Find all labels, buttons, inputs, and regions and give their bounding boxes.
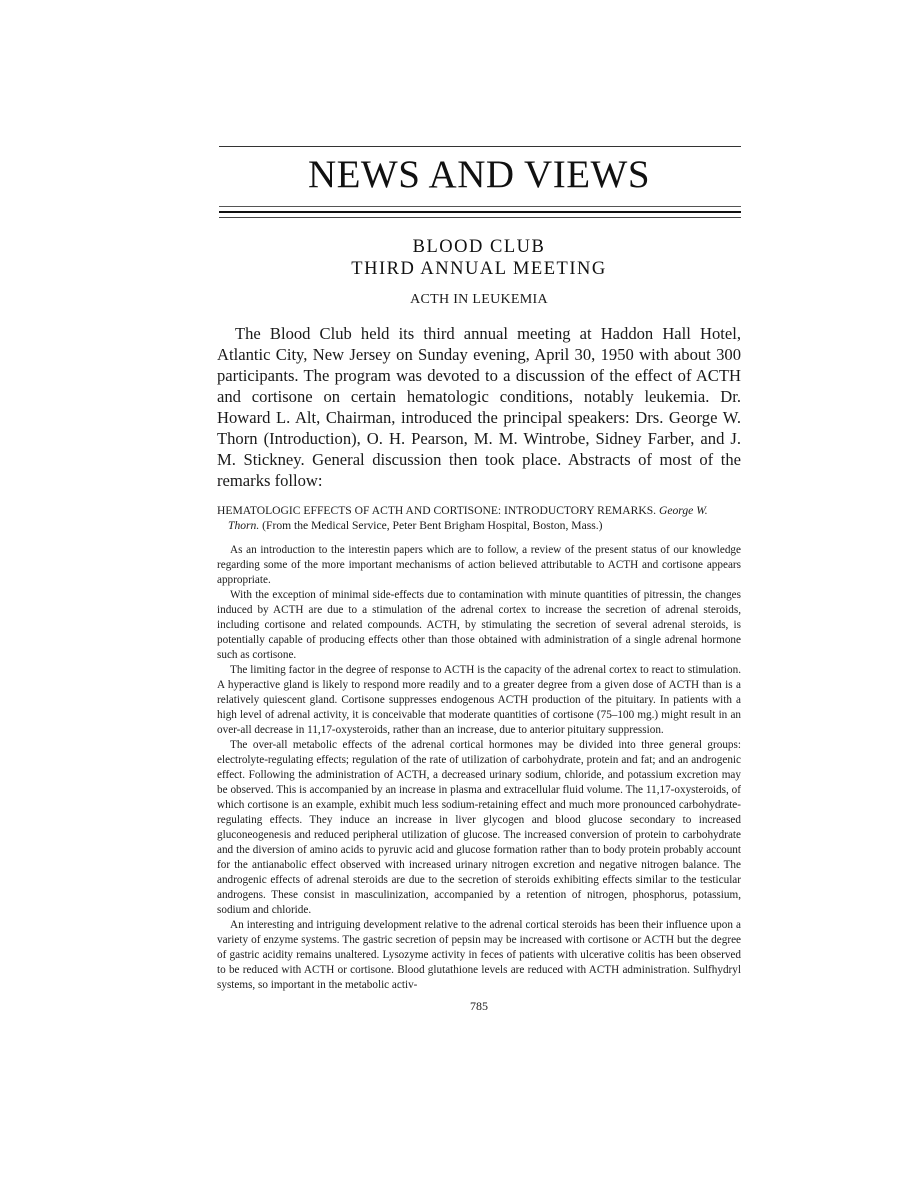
- body-paragraph: An interesting and intriguing development relative to the adrenal cortical steroids has been their influence upon a variety of enzyme systems. The gastric secretion of pepsin may be increased with cortisone or ACTH but the degree of gastric acidity remains unaltered. Lysozyme activity in feces of patients with ulcerative colitis has been observed to be reduced with ACTH or cortisone. Blood glutathione levels are reduced with ACTH administration. Sulfhydryl systems, so important in the metabolic activ-: [217, 919, 741, 991]
- article-affiliation: (From the Medical Service, Peter Bent Brigham Hospital, Boston, Mass.): [262, 519, 603, 532]
- intro-paragraph: The Blood Club held its third annual meeting at Haddon Hall Hotel, Atlantic City, New Jersey on Sunday evening, April 30, 1950 with about 300 participants. The program was devoted to a discussion of the effect of ACTH and cortisone on certain hematologic conditions, notably leukemia. Dr. Howard L. Alt, Chairman, introduced the principal speakers: Drs. George W. Thorn (Introduction), O. H. Pearson, M. M. Wintrobe, Sidney Farber, and J. M. Stickney. General discussion then took place. Abstracts of most of the remarks follow:: [217, 324, 741, 490]
- body-paragraph: The over-all metabolic effects of the adrenal cortical hormones may be divided into three general groups: electrolyte-regulating effects; regulation of the rate of utilization of carbohydrate, protein and fat; and an androgenic effect. Following the administration of ACTH, a decreased urinary sodium, chloride, and potassium excretion may be observed. This is accompanied by an increase in plasma and extracellular fluid volume. The 11,17-oxysteroids, of which cortisone is an example, exhibit much less sodium-retaining effect and much more pronounced carbohydrate-regulating effects. They induce an increase in liver glycogen and blood glucose secondary to increased gluconeogenesis and reduced peripheral utilization of glucose. The increased conversion of protein to carbohydrate and the diversion of amino acids to pyruvic acid and glucose formation rather than to body protein probably account for the antianabolic effect observed with increased urinary nitrogen excretion and negative nitrogen balance. The androgenic effects of adrenal steroids are due to the secretion of steroids exhibiting effects similar to the testicular androgens. These consist in masculinization, accompanied by a retention of nitrogen, phosphorus, potassium, sodium and chloride.: [217, 739, 741, 916]
- meeting-heading: THIRD ANNUAL MEETING: [351, 259, 607, 279]
- article-body: [217, 543, 741, 993]
- body-paragraph: With the exception of minimal side-effects due to contamination with minute quantities of pitressin, the changes induced by ACTH are due to a stimulation of the adrenal cortex to increase the secretion of adrenal steroids, including cortisone and related compounds. ACTH, by stimulating the secretion of several adrenal steroids, is potentially capable of producing effects other than those obtained with administration of a single adrenal hormone such as cortisone.: [217, 589, 741, 661]
- top-rule: [219, 146, 741, 147]
- body-paragraph: The limiting factor in the degree of response to ACTH is the capacity of the adrenal cortex to react to stimulation. A hyperactive gland is likely to respond more readily and to a greater degree from a given dose of ACTH than is a relatively quiescent gland. Cortisone suppresses endogenous ACTH production of the pituitary. In patients with a high level of adrenal activity, it is conceivable that moderate quantities of cortisone (75–100 mg.) might result in an over-all decrease in 11,17-oxysteroids, rather than an increase, due to anterior pituitary suppression.: [217, 664, 741, 736]
- masthead-rule-thin-bottom: [219, 217, 741, 218]
- section-title: NEWS AND VIEWS: [307, 153, 651, 196]
- article-heading: [217, 503, 741, 533]
- organization-heading: BLOOD CLUB: [412, 237, 546, 257]
- page-number: 785: [470, 999, 488, 1013]
- article-title: HEMATOLOGIC EFFECTS OF ACTH AND CORTISONE: INTRODUCTORY REMARKS.: [217, 504, 657, 517]
- article-author: George W. Thorn.: [228, 504, 708, 532]
- masthead-rule-thick: [219, 211, 741, 213]
- journal-page: [217, 0, 741, 1054]
- body-paragraph: As an introduction to the interestin papers which are to follow, a review of the present status of our knowledge regarding some of the more important mechanisms of action believed attributable to ACTH and cortisone appears appropriate.: [217, 544, 741, 586]
- symposium-subtitle: ACTH IN LEUKEMIA: [410, 292, 548, 307]
- masthead-rule-thin-top: [219, 206, 741, 207]
